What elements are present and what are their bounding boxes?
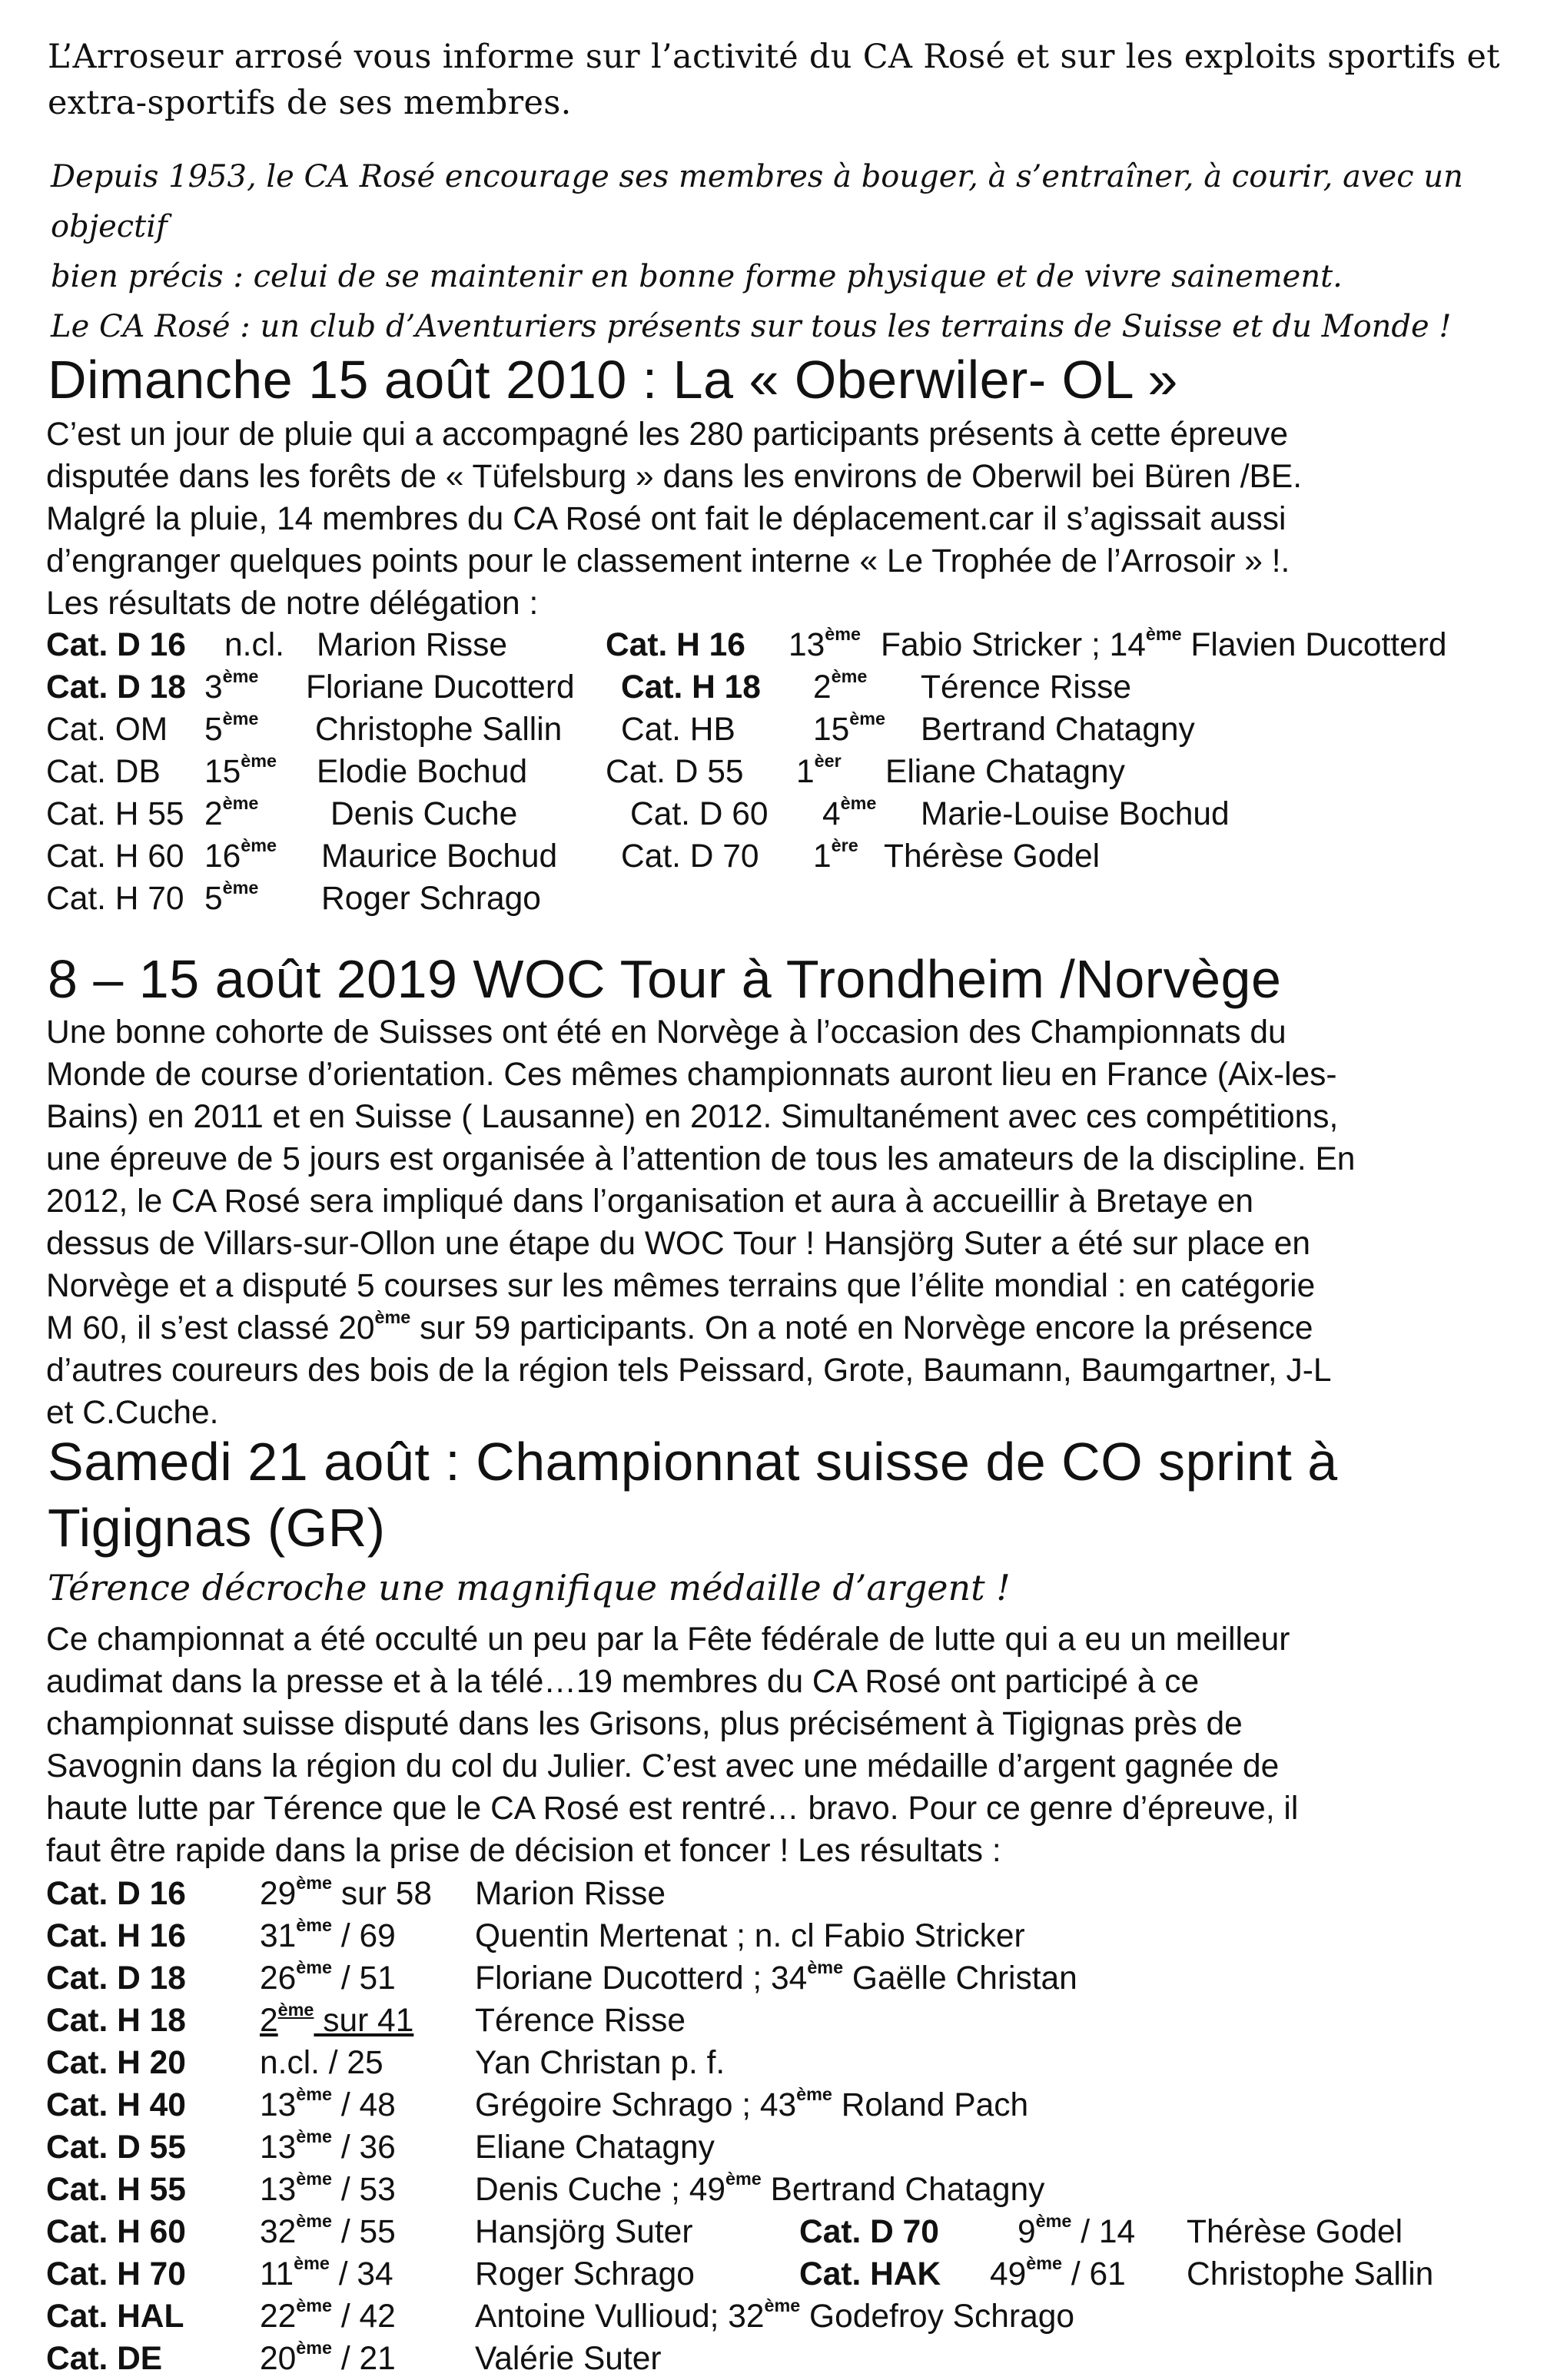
name-cell	[315, 709, 562, 751]
result-row	[46, 878, 1537, 920]
name-cell	[884, 835, 1100, 878]
rank-cell-text: 13	[260, 2172, 297, 2208]
ordinal-suffix: ème	[296, 1873, 333, 1894]
rank-cell-text: / 48	[332, 2087, 396, 2123]
body-text: sur 59 participants. On a noté en Norvège encore la présence	[410, 1310, 1313, 1346]
name-cell	[306, 666, 575, 709]
ordinal-suffix: ème	[296, 2295, 333, 2316]
category-cell	[46, 2084, 186, 2126]
body-line: disputée dans les forêts de « Tüfelsburg » dans les environs de Oberwil bei Büren /BE.	[46, 459, 1303, 495]
body-line: d’engranger quelques points pour le classement interne « Le Trophée de l’Arrosoir » !.	[46, 543, 1290, 579]
rank-cell-text: 22	[260, 2299, 297, 2335]
motto-line: bien précis : celui de se maintenir en bonne forme physique et de vivre sainement.	[51, 259, 1343, 294]
category-cell	[46, 624, 186, 666]
body-line: haute lutte par Térence que le CA Rosé est rentré… bravo. Pour ce genre d’épreuve, il	[46, 1791, 1299, 1827]
rank-cell-text: 26	[260, 1960, 297, 1997]
category-cell-text: Cat. D 55	[606, 754, 744, 790]
name-cell-text: Valérie Suter	[475, 2341, 662, 2377]
result-row	[46, 666, 1537, 709]
club-motto	[51, 152, 1534, 352]
name-cell-text: Roland Pach	[832, 2087, 1029, 2123]
rank-cell-text: / 55	[332, 2214, 396, 2250]
category-cell-text: Cat. HAL	[46, 2299, 184, 2335]
category-cell	[621, 709, 735, 751]
motto-line: Depuis 1953, le CA Rosé encourage ses membres à bouger, à s’entraîner, à courir, avec un objectif	[51, 159, 1463, 244]
name-cell-text: Bertrand Chatagny	[761, 2172, 1045, 2208]
category-cell	[621, 666, 761, 709]
ordinal-suffix: ème	[296, 1957, 333, 1978]
name-cell	[475, 2295, 1074, 2338]
category-cell	[46, 2338, 162, 2380]
ordinal-suffix: ème	[277, 2000, 314, 2020]
name-cell	[475, 2169, 1044, 2211]
body-line: et C.Cuche.	[46, 1395, 219, 1431]
motto-line: Le CA Rosé : un club d’Aventuriers présents sur tous les terrains de Suisse et du Monde !	[51, 309, 1452, 344]
rank-cell-text: 20	[260, 2341, 297, 2377]
body-line: Bains) en 2011 et en Suisse ( Lausanne) en 2012. Simultanément avec ces compétitions,	[46, 1099, 1339, 1135]
name-cell-text: Denis Cuche	[330, 796, 518, 832]
rank-cell	[204, 751, 277, 793]
intro-line: extra-sportifs de ses membres.	[48, 84, 572, 122]
rank-cell-text: 15	[204, 754, 241, 790]
category-cell-text: Cat. H 20	[46, 2045, 186, 2081]
section-subtitle-sprint: Térence décroche une magnifique médaille d’argent !	[48, 1567, 1011, 1608]
name-cell	[1187, 2253, 1433, 2295]
name-cell	[475, 2211, 692, 2253]
body-line: Ce championnat a été occulté un peu par la Fête fédérale de lutte qui a eu un meilleur	[46, 1622, 1290, 1658]
body-line: championnat suisse disputé dans les Grisons, plus précisément à Tigignas près de	[46, 1706, 1243, 1742]
category-cell	[46, 709, 168, 751]
name-cell-text: Thérèse Godel	[884, 838, 1101, 875]
rank-cell	[204, 835, 277, 878]
name-cell-text: Marion Risse	[475, 1876, 666, 1912]
category-cell	[46, 793, 184, 835]
section-title-sprint-line2: Tigignas (GR)	[48, 1498, 386, 1558]
rank-cell-text: 2	[204, 796, 223, 832]
result-row	[46, 1957, 1537, 2000]
category-cell	[46, 2126, 186, 2169]
rank-cell-text: 13	[788, 627, 825, 663]
ordinal-suffix: ème	[296, 2211, 333, 2232]
rank-cell-text: n.cl. /	[260, 2045, 338, 2081]
body-line: C’est un jour de pluie qui a accompagné les 280 participants présents à cette épreuve	[46, 417, 1288, 453]
name-cell	[921, 793, 1230, 835]
category-cell-text: Cat. D 18	[46, 1960, 186, 1997]
name-cell	[317, 624, 507, 666]
category-cell-text: Cat. H 18	[46, 2003, 186, 2039]
category-cell-text: Cat. D 60	[630, 796, 769, 832]
name-cell-text: Antoine Vullioud; 32	[475, 2299, 765, 2335]
rank-cell-text: 13	[260, 2129, 297, 2166]
name-cell-text: Maurice Bochud	[321, 838, 558, 875]
category-cell	[606, 751, 744, 793]
name-cell-text: Hansjörg Suter	[475, 2214, 693, 2250]
rank-cell	[204, 709, 258, 751]
rank-cell-text: 25	[337, 2045, 383, 2081]
name-cell-text: Marie-Louise Bochud	[921, 796, 1230, 832]
result-row	[46, 709, 1537, 751]
rank-cell	[260, 2126, 396, 2169]
rank-cell	[260, 1873, 432, 1915]
name-cell-text: Floriane Ducotterd ; 34	[475, 1960, 808, 1997]
rank-cell	[260, 2253, 393, 2295]
body-line: Les résultats de notre délégation :	[46, 586, 539, 622]
name-cell	[321, 835, 557, 878]
result-row	[46, 793, 1537, 835]
rank-cell	[204, 793, 258, 835]
name-cell-text: Elodie Bochud	[317, 754, 528, 790]
body-line: 2012, le CA Rosé sera impliqué dans l’organisation et aura à accueillir à Bretaye en	[46, 1183, 1254, 1220]
ordinal-suffix: ème	[296, 2084, 333, 2105]
ordinal-suffix: ème	[222, 709, 259, 729]
category-cell	[46, 1873, 186, 1915]
ordinal-suffix: ème	[296, 2338, 333, 2358]
body-line: une épreuve de 5 jours est organisée à l’attention de tous les amateurs de la discipline. En	[46, 1141, 1356, 1177]
name-cell	[921, 666, 1131, 709]
category-cell-text: Cat. H 55	[46, 2172, 186, 2208]
name-cell	[475, 1915, 1025, 1957]
ordinal-suffix: ème	[825, 624, 862, 645]
category-cell	[606, 624, 745, 666]
rank-cell-text: 15	[813, 712, 850, 748]
category-cell-text: Cat. DB	[46, 754, 161, 790]
name-cell	[475, 1957, 1077, 2000]
body-line: faut être rapide dans la prise de décision et foncer ! Les résultats :	[46, 1833, 1001, 1869]
category-cell-text: Cat. OM	[46, 712, 168, 748]
rank-cell-text: / 14	[1071, 2214, 1136, 2250]
category-cell-text: Cat. HB	[621, 712, 735, 748]
category-cell	[621, 835, 759, 878]
ordinal-suffix: ème	[1035, 2211, 1072, 2232]
name-cell-text: Térence Risse	[921, 669, 1131, 705]
name-cell-text: Flavien Ducotterd	[1181, 627, 1447, 663]
category-cell-text: Cat. H 18	[621, 669, 761, 705]
name-cell-text: Térence Risse	[475, 2003, 686, 2039]
result-row	[46, 624, 1537, 666]
ordinal-suffix: ème	[807, 1957, 844, 1978]
ordinal-suffix: ère	[831, 835, 858, 856]
ordinal-suffix: ème	[296, 1915, 333, 1936]
ordinal-suffix: èer	[814, 751, 842, 772]
name-cell	[475, 2253, 695, 2295]
name-cell-text: Godefroy Schrago	[800, 2299, 1074, 2335]
category-cell-text: Cat. D 16	[46, 1876, 186, 1912]
rank-cell-text: 5	[204, 712, 223, 748]
name-cell-text: Roger Schrago	[475, 2256, 695, 2292]
rank-cell	[260, 2000, 413, 2042]
name-cell	[475, 1873, 666, 1915]
body-line	[46, 1307, 1528, 1349]
category-cell-text: Cat. H 70	[46, 881, 184, 917]
result-row	[46, 2126, 1537, 2169]
body-line: Monde de course d’orientation. Ces mêmes championnats auront lieu en France (Aix-les-	[46, 1057, 1337, 1093]
rank-cell	[813, 835, 858, 878]
section-title-woc-tour: 8 – 15 août 2019 WOC Tour à Trondheim /Norvège	[48, 949, 1282, 1009]
ordinal-suffix: ème	[796, 2084, 832, 2105]
name-cell	[330, 793, 517, 835]
rank-cell	[813, 709, 885, 751]
result-row	[46, 2169, 1537, 2211]
category-cell-text: Cat. H 60	[46, 838, 184, 875]
rank-cell-text: 16	[204, 838, 241, 875]
name-cell-text: Eliane Chatagny	[885, 754, 1125, 790]
ordinal-suffix: ème	[849, 709, 886, 729]
category-cell	[46, 835, 184, 878]
name-cell	[475, 2126, 715, 2169]
category-cell-text: Cat. D 70	[799, 2214, 939, 2250]
rank-cell	[204, 666, 258, 709]
rank-cell	[260, 2169, 396, 2211]
rank-cell-text: 29	[260, 1876, 297, 1912]
rank-cell-text: n.cl.	[224, 627, 284, 663]
ordinal-suffix: ème	[1145, 624, 1182, 645]
rank-cell	[260, 2211, 396, 2253]
category-cell	[46, 2253, 186, 2295]
name-cell-text: Roger Schrago	[321, 881, 541, 917]
category-cell-text: Cat. H 16	[606, 627, 745, 663]
rank-cell-text: 11	[260, 2256, 294, 2292]
category-cell	[46, 2042, 186, 2084]
ordinal-suffix: ème	[1026, 2253, 1063, 2274]
body-line: Une bonne cohorte de Suisses ont été en Norvège à l’occasion des Championnats du	[46, 1014, 1286, 1051]
result-row	[46, 2253, 1537, 2295]
rank-cell-text: sur 58	[332, 1876, 432, 1912]
rank-cell-text: 49	[990, 2256, 1027, 2292]
body-line: Norvège et a disputé 5 courses sur les mêmes terrains que l’élite mondial : en catégorie	[46, 1268, 1316, 1304]
ordinal-suffix: ème	[296, 2169, 333, 2189]
rank-cell-text: 3	[204, 669, 223, 705]
rank-cell-text: 2	[260, 2003, 278, 2039]
category-cell-text: Cat. HAK	[799, 2256, 941, 2292]
ordinal-suffix: ème	[374, 1307, 411, 1328]
category-cell	[799, 2211, 939, 2253]
ordinal-suffix: ème	[725, 2169, 762, 2189]
body-line: d’autres coureurs des bois de la région tels Peissard, Grote, Baumann, Baumgartner, J-L	[46, 1353, 1332, 1389]
rank-cell	[260, 2042, 383, 2084]
rank-cell-text: / 53	[332, 2172, 396, 2208]
rank-cell	[260, 2295, 396, 2338]
category-cell-text: Cat. H 70	[46, 2256, 186, 2292]
rank-cell	[1018, 2211, 1135, 2253]
name-cell-text: Grégoire Schrago ; 43	[475, 2087, 797, 2123]
name-cell	[475, 2042, 725, 2084]
ordinal-suffix: ème	[222, 666, 259, 687]
rank-cell-text: / 36	[332, 2129, 396, 2166]
name-cell	[921, 709, 1195, 751]
body-line: Savognin dans la région du col du Julier. C’est avec une médaille d’argent gagnée de	[46, 1748, 1280, 1784]
category-cell-text: Cat. D 55	[46, 2129, 186, 2166]
rank-cell	[788, 624, 861, 666]
name-cell-text: Denis Cuche ; 49	[475, 2172, 726, 2208]
result-row	[46, 2042, 1537, 2084]
name-cell	[475, 2338, 662, 2380]
name-cell	[321, 878, 541, 920]
category-cell	[46, 2211, 186, 2253]
rank-cell-text: / 51	[332, 1960, 396, 1997]
category-cell-text: Cat. D 70	[621, 838, 759, 875]
ordinal-suffix: ème	[241, 835, 277, 856]
category-cell	[799, 2253, 941, 2295]
name-cell	[317, 751, 527, 793]
rank-cell	[260, 1915, 396, 1957]
result-row	[46, 1873, 1537, 1915]
category-cell	[46, 878, 184, 920]
ordinal-suffix: ème	[241, 751, 277, 772]
rank-cell-text: / 21	[332, 2341, 396, 2377]
ordinal-suffix: ème	[222, 793, 259, 814]
category-cell-text: Cat. D 18	[46, 669, 186, 705]
ordinal-suffix: ème	[294, 2253, 330, 2274]
ordinal-suffix: ème	[296, 2126, 333, 2147]
category-cell	[46, 751, 161, 793]
category-cell	[630, 793, 769, 835]
name-cell-text: Marion Risse	[317, 627, 507, 663]
rank-cell	[990, 2253, 1126, 2295]
section-body-oberwiler	[46, 413, 1528, 625]
section-body-sprint	[46, 1618, 1528, 1872]
rank-cell	[813, 666, 867, 709]
name-cell	[885, 751, 1125, 793]
name-cell-text: Quentin Mertenat ; n. cl Fabio Stricker	[475, 1918, 1025, 1954]
name-cell-text: Floriane Ducotterd	[306, 669, 575, 705]
rank-cell-text: 1	[813, 838, 832, 875]
category-cell-text: Cat. H 55	[46, 796, 184, 832]
category-cell	[46, 1957, 186, 2000]
body-text: M 60, il s’est classé 20	[46, 1310, 375, 1346]
category-cell-text: Cat. H 60	[46, 2214, 186, 2250]
name-cell	[881, 624, 1447, 666]
name-cell	[1187, 2211, 1403, 2253]
rank-cell-text: 2	[813, 669, 832, 705]
name-cell-text: Christophe Sallin	[315, 712, 563, 748]
rank-cell-text: / 69	[332, 1918, 396, 1954]
result-row	[46, 751, 1537, 793]
category-cell-text: Cat. H 16	[46, 1918, 186, 1954]
rank-cell-text: 5	[204, 881, 223, 917]
rank-cell	[260, 2084, 396, 2126]
category-cell-text: Cat. D 16	[46, 627, 186, 663]
rank-cell	[260, 2338, 396, 2380]
category-cell	[46, 1915, 186, 1957]
rank-cell-text: / 34	[329, 2256, 393, 2292]
rank-cell	[796, 751, 842, 793]
name-cell-text: Bertrand Chatagny	[921, 712, 1195, 748]
rank-cell-text: 31	[260, 1918, 297, 1954]
name-cell-text: Thérèse Godel	[1187, 2214, 1403, 2250]
rank-cell	[260, 1957, 396, 2000]
name-cell	[475, 2084, 1028, 2126]
result-row	[46, 2084, 1537, 2126]
rank-cell-text: 32	[260, 2214, 297, 2250]
body-line: audimat dans la presse et à la télé…19 membres du CA Rosé ont participé à ce	[46, 1664, 1200, 1700]
result-row	[46, 2000, 1537, 2042]
rank-cell	[224, 624, 284, 666]
ordinal-suffix: ème	[840, 793, 877, 814]
name-cell-text: Gaëlle Christan	[843, 1960, 1077, 1997]
rank-cell-text: sur 41	[314, 2003, 414, 2039]
rank-cell	[204, 878, 258, 920]
category-cell	[46, 2295, 184, 2338]
name-cell-text: Eliane Chatagny	[475, 2129, 715, 2166]
rank-cell-text: / 42	[332, 2299, 396, 2335]
name-cell-text: Yan Christan p. f.	[475, 2045, 725, 2081]
name-cell	[475, 2000, 686, 2042]
section-title-sprint-line1: Samedi 21 août : Championnat suisse de CO sprint à	[48, 1432, 1338, 1492]
rank-cell-text: 1	[796, 754, 815, 790]
rank-cell-text: 9	[1018, 2214, 1036, 2250]
category-cell	[46, 2000, 186, 2042]
category-cell	[46, 666, 186, 709]
result-row	[46, 2338, 1537, 2380]
body-line: dessus de Villars-sur-Ollon une étape du WOC Tour ! Hansjörg Suter a été sur place en	[46, 1226, 1310, 1262]
result-row	[46, 835, 1537, 878]
name-cell-text: Christophe Sallin	[1187, 2256, 1434, 2292]
ordinal-suffix: ème	[222, 878, 259, 898]
rank-cell-text: 13	[260, 2087, 297, 2123]
intro-text	[48, 34, 1531, 126]
section-body-woc-tour	[46, 1011, 1528, 1434]
name-cell-text: Fabio Stricker ; 14	[881, 627, 1146, 663]
category-cell-text: Cat. H 40	[46, 2087, 186, 2123]
category-cell	[46, 2169, 186, 2211]
result-row	[46, 2295, 1537, 2338]
section-title-oberwiler: Dimanche 15 août 2010 : La « Oberwiler- OL »	[48, 350, 1178, 410]
category-cell-text: Cat. DE	[46, 2341, 163, 2377]
result-row	[46, 1915, 1537, 1957]
result-row	[46, 2211, 1537, 2253]
intro-line: L’Arroseur arrosé vous informe sur l’activité du CA Rosé et sur les exploits sportifs et	[48, 38, 1500, 76]
body-line: Malgré la pluie, 14 membres du CA Rosé ont fait le déplacement.car il s’agissait aussi	[46, 501, 1286, 537]
ordinal-suffix: ème	[764, 2295, 801, 2316]
ordinal-suffix: ème	[831, 666, 868, 687]
rank-cell	[822, 793, 876, 835]
rank-cell-text: / 61	[1062, 2256, 1126, 2292]
rank-cell-text: 4	[822, 796, 841, 832]
